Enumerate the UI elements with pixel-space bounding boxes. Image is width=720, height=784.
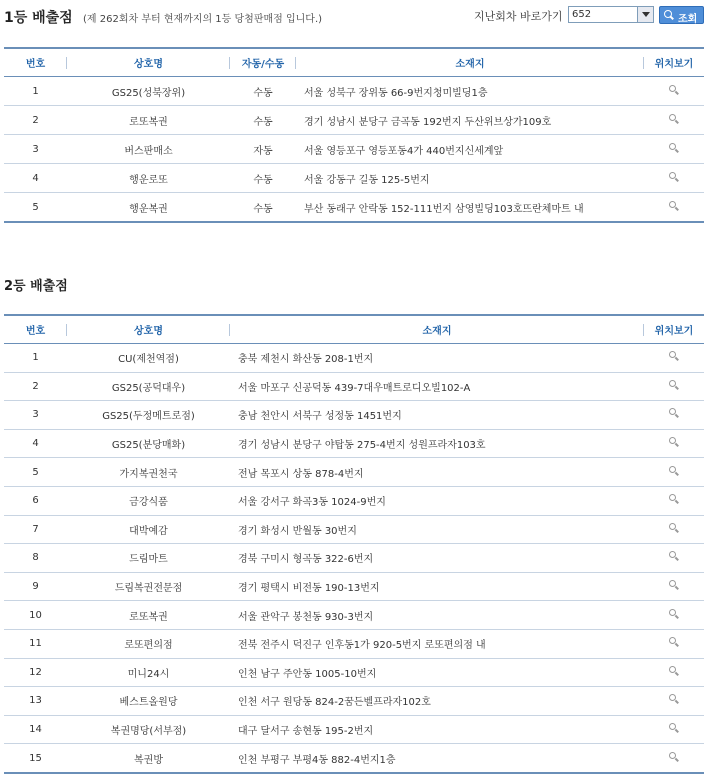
table-row — [4, 544, 704, 573]
first-prize-title: 1등 배출점 — [4, 10, 73, 26]
location-cell — [644, 486, 704, 515]
location-cell — [644, 715, 704, 744]
col-header-address: 소재지 — [230, 315, 644, 344]
row-number: 5 — [4, 193, 67, 223]
location-cell — [644, 77, 704, 106]
round-select[interactable] — [568, 6, 654, 23]
table-row — [4, 744, 704, 773]
table-row — [4, 687, 704, 716]
table-row — [4, 429, 704, 458]
location-cell — [644, 106, 704, 135]
search-icon — [664, 10, 672, 18]
store-address: 인천 남구 주안동 1005-10번지 — [230, 658, 644, 687]
magnifier-icon[interactable] — [669, 580, 679, 590]
store-address: 경북 구미시 형곡동 322-6번지 — [230, 544, 644, 573]
col-header-type: 자동/수동 — [230, 48, 296, 77]
table-row — [4, 135, 704, 164]
col-header-name: 상호명 — [67, 315, 230, 344]
store-name: CU(제천역점) — [67, 344, 230, 373]
pick-type: 수동 — [230, 106, 296, 135]
magnifier-icon[interactable] — [669, 494, 679, 504]
round-jump-label: 지난회차 바로가기 — [474, 10, 563, 23]
location-cell — [644, 401, 704, 430]
pick-type: 수동 — [230, 164, 296, 193]
magnifier-icon[interactable] — [669, 408, 679, 418]
store-name: 대박예감 — [67, 515, 230, 544]
first-prize-header — [0, 0, 720, 36]
store-address: 인천 부평구 부평4동 882-4번지1층 — [230, 744, 644, 773]
row-number: 8 — [4, 544, 67, 573]
magnifier-icon[interactable] — [669, 752, 679, 762]
location-cell — [644, 687, 704, 716]
location-cell — [644, 164, 704, 193]
store-name: 행운복권 — [67, 193, 230, 223]
store-address: 서울 강서구 화곡3동 1024-9번지 — [230, 486, 644, 515]
store-address: 인천 서구 원당동 824-2꿈든벨프라자102호 — [230, 687, 644, 716]
row-number: 13 — [4, 687, 67, 716]
search-button-label: 조회 — [678, 14, 698, 25]
row-number: 4 — [4, 429, 67, 458]
location-cell — [644, 135, 704, 164]
magnifier-icon[interactable] — [669, 723, 679, 733]
table-row — [4, 164, 704, 193]
magnifier-icon[interactable] — [669, 143, 679, 153]
row-number: 2 — [4, 372, 67, 401]
table-row — [4, 193, 704, 223]
magnifier-icon[interactable] — [669, 523, 679, 533]
row-number: 1 — [4, 77, 67, 106]
store-address: 경기 화성시 반월동 30번지 — [230, 515, 644, 544]
round-select-value: 652 — [572, 9, 592, 20]
store-address: 서울 마포구 신공덕동 439-7대우매트로디오빌102-A — [230, 372, 644, 401]
store-address: 경기 성남시 분당구 금곡동 192번지 두산위브상가109호 — [296, 106, 644, 135]
table-row — [4, 344, 704, 373]
store-name: 가지복권천국 — [67, 458, 230, 487]
table-row — [4, 106, 704, 135]
row-number: 4 — [4, 164, 67, 193]
store-name: GS25(분당매화) — [67, 429, 230, 458]
table-row — [4, 372, 704, 401]
table-row — [4, 658, 704, 687]
magnifier-icon[interactable] — [669, 609, 679, 619]
store-name: 복권방 — [67, 744, 230, 773]
table-row — [4, 601, 704, 630]
store-name: GS25(성북장위) — [67, 77, 230, 106]
location-cell — [644, 572, 704, 601]
location-cell — [644, 344, 704, 373]
col-header-location: 위치보기 — [644, 48, 704, 77]
store-address: 경기 평택시 비전동 190-13번지 — [230, 572, 644, 601]
row-number: 2 — [4, 106, 67, 135]
col-header-name: 상호명 — [67, 48, 230, 77]
location-cell — [644, 515, 704, 544]
pick-type: 수동 — [230, 77, 296, 106]
store-name: 로또편의점 — [67, 629, 230, 658]
location-cell — [644, 372, 704, 401]
row-number: 5 — [4, 458, 67, 487]
magnifier-icon[interactable] — [669, 85, 679, 95]
magnifier-icon[interactable] — [669, 114, 679, 124]
table-row — [4, 572, 704, 601]
store-name: 버스판매소 — [67, 135, 230, 164]
store-address: 대구 달서구 송현동 195-2번지 — [230, 715, 644, 744]
row-number: 3 — [4, 401, 67, 430]
col-header-no: 번호 — [4, 315, 67, 344]
store-address: 서울 관악구 봉천동 930-3번지 — [230, 601, 644, 630]
table-row — [4, 77, 704, 106]
row-number: 12 — [4, 658, 67, 687]
table-row — [4, 515, 704, 544]
row-number: 15 — [4, 744, 67, 773]
store-name: 복권명당(서부점) — [67, 715, 230, 744]
row-number: 9 — [4, 572, 67, 601]
col-header-location: 위치보기 — [644, 315, 704, 344]
store-address: 서울 성북구 장위동 66-9번지청미빌딩1층 — [296, 77, 644, 106]
store-address: 부산 동래구 안락동 152-111번지 삼영빌딩103호뜨란체마트 내 — [296, 193, 644, 223]
store-name: 행운로또 — [67, 164, 230, 193]
table-header-row — [4, 48, 704, 77]
magnifier-icon[interactable] — [669, 694, 679, 704]
search-button[interactable] — [659, 6, 704, 24]
row-number: 11 — [4, 629, 67, 658]
store-name: GS25(공덕대우) — [67, 372, 230, 401]
magnifier-icon[interactable] — [669, 466, 679, 476]
store-address: 서울 영등포구 영등포동4가 440번지신세계앞 — [296, 135, 644, 164]
chevron-down-icon[interactable] — [637, 7, 653, 22]
store-name: 로또복권 — [67, 601, 230, 630]
row-number: 7 — [4, 515, 67, 544]
store-address: 충남 천안시 서북구 성정동 1451번지 — [230, 401, 644, 430]
store-name: 베스트올원당 — [67, 687, 230, 716]
col-header-no: 번호 — [4, 48, 67, 77]
store-address: 서울 강동구 길동 125-5번지 — [296, 164, 644, 193]
location-cell — [644, 744, 704, 773]
location-cell — [644, 193, 704, 223]
magnifier-icon[interactable] — [669, 637, 679, 647]
store-address: 경기 성남시 분당구 야탑동 275-4번지 성원프라자103호 — [230, 429, 644, 458]
store-address: 전남 목포시 상동 878-4번지 — [230, 458, 644, 487]
location-cell — [644, 601, 704, 630]
location-cell — [644, 629, 704, 658]
store-name: 금강식품 — [67, 486, 230, 515]
magnifier-icon[interactable] — [669, 551, 679, 561]
table-row — [4, 486, 704, 515]
row-number: 3 — [4, 135, 67, 164]
table-header-row — [4, 315, 704, 344]
first-prize-table — [4, 47, 704, 223]
store-address: 전북 전주시 덕진구 인후동1가 920-5번지 로또편의점 내 — [230, 629, 644, 658]
location-cell — [644, 544, 704, 573]
col-header-address: 소재지 — [296, 48, 644, 77]
pick-type: 자동 — [230, 135, 296, 164]
store-name: GS25(두정메트로점) — [67, 401, 230, 430]
table-row — [4, 401, 704, 430]
pick-type: 수동 — [230, 193, 296, 223]
store-name: 드림마트 — [67, 544, 230, 573]
magnifier-icon[interactable] — [669, 351, 679, 361]
table-row — [4, 715, 704, 744]
first-prize-subtitle: (제 262회차 부터 현재까지의 1등 당첨판매점 입니다.) — [83, 14, 323, 25]
magnifier-icon[interactable] — [669, 380, 679, 390]
row-number: 6 — [4, 486, 67, 515]
table-row — [4, 458, 704, 487]
row-number: 10 — [4, 601, 67, 630]
second-prize-title: 2등 배출점 — [4, 279, 68, 294]
magnifier-icon[interactable] — [669, 201, 679, 211]
second-prize-table — [4, 314, 704, 774]
table-row — [4, 629, 704, 658]
magnifier-icon[interactable] — [669, 437, 679, 447]
row-number: 14 — [4, 715, 67, 744]
magnifier-icon[interactable] — [669, 172, 679, 182]
store-address: 충북 제천시 화산동 208-1번지 — [230, 344, 644, 373]
store-name: 드림복권전문점 — [67, 572, 230, 601]
magnifier-icon[interactable] — [669, 666, 679, 676]
store-name: 미니24시 — [67, 658, 230, 687]
row-number: 1 — [4, 344, 67, 373]
location-cell — [644, 429, 704, 458]
location-cell — [644, 658, 704, 687]
store-name: 로또복권 — [67, 106, 230, 135]
location-cell — [644, 458, 704, 487]
